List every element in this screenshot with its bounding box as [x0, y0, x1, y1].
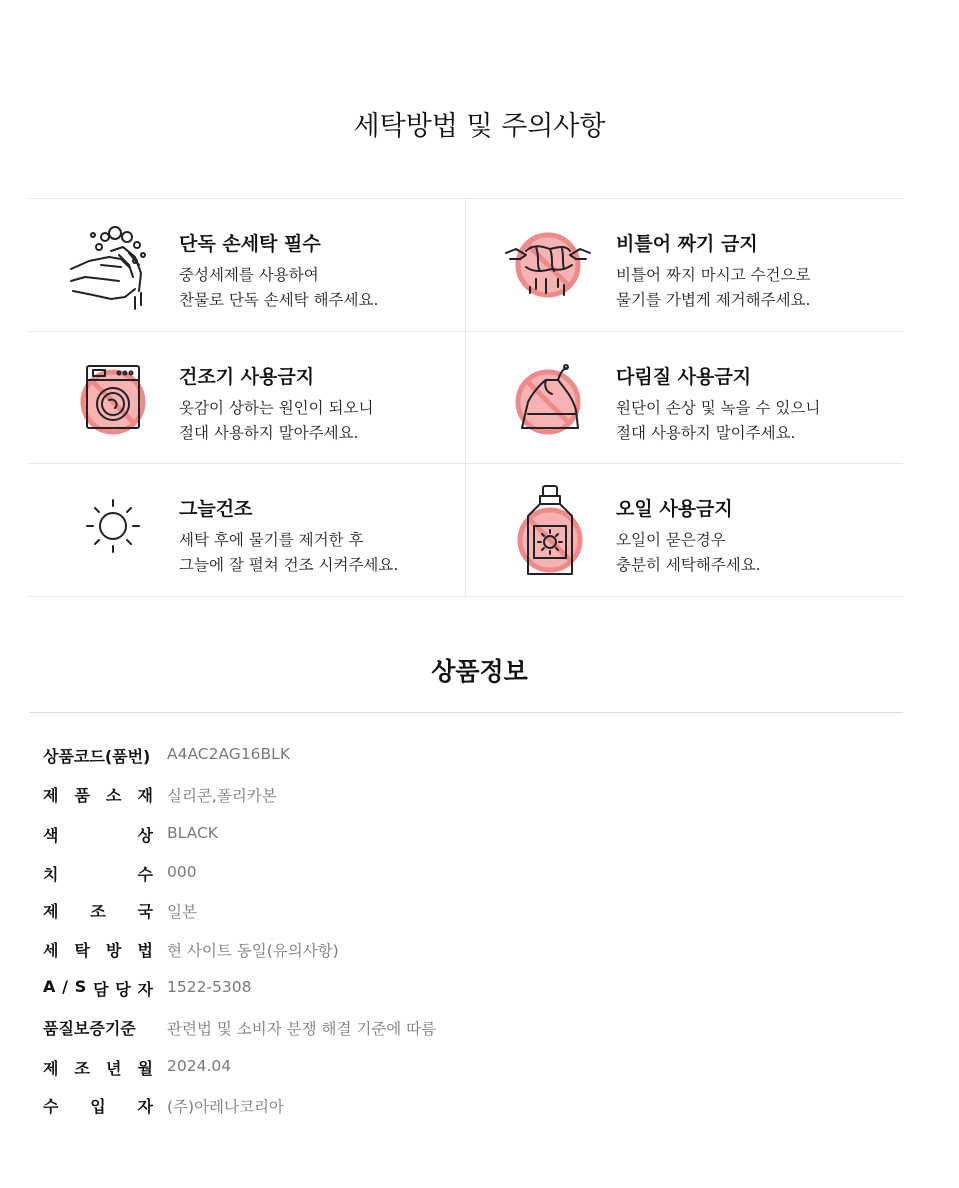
info-value: 2024.04 [167, 1057, 232, 1075]
care-grid [29, 198, 903, 597]
care-item-desc: 찬물로 단독 손세탁 해주세요. [179, 291, 379, 309]
care-item-title: 그늘건조 [179, 498, 253, 520]
info-label: 상품코드(품번) [43, 747, 151, 766]
info-value: 일본 [167, 903, 197, 921]
info-label: 치 수 [43, 865, 153, 884]
info-label: 제 품 소 재 [43, 786, 153, 805]
info-value: 현 사이트 동일(유의사항) [167, 942, 339, 960]
info-label: 수 입 자 [43, 1097, 153, 1116]
divider [29, 712, 903, 713]
care-item-desc: 세탁 후에 물기를 제거한 후 [179, 531, 364, 549]
no-wring-icon [500, 217, 596, 313]
info-value: BLACK [167, 824, 218, 842]
care-item-desc: 절대 사용하지 말이주세요. [616, 424, 796, 442]
care-item-desc: 중성세제를 사용하여 [179, 266, 319, 284]
care-section-title: 세탁방법 및 주의사항 [353, 111, 606, 142]
info-label: 제 조 국 [43, 902, 153, 921]
care-item-shade-dry [29, 464, 465, 596]
no-iron-icon [500, 350, 596, 446]
care-item-no-iron [466, 332, 902, 464]
care-item-title: 건조기 사용금지 [179, 366, 315, 388]
care-item-desc: 비틀어 짜지 마시고 수건으로 [616, 266, 811, 284]
no-oil-icon [500, 482, 596, 578]
info-value: 000 [167, 863, 197, 881]
care-item-desc: 원단이 손상 및 녹을 수 있으니 [616, 399, 821, 417]
care-item-title: 오일 사용금지 [616, 498, 733, 520]
info-value: 1522-5308 [167, 978, 252, 996]
info-section-title: 상품정보 [431, 657, 528, 686]
info-value: A4AC2AG16BLK [167, 745, 290, 763]
info-value: 실리콘,폴리카본 [167, 787, 277, 805]
care-item-title: 단독 손세탁 필수 [179, 233, 321, 255]
care-item-desc: 물기를 가볍게 제거해주세요. [616, 291, 811, 309]
info-label: 세 탁 방 법 [43, 941, 153, 960]
care-item-no-wring [466, 199, 902, 331]
care-item-desc: 오일이 묻은경우 [616, 531, 726, 549]
hand-wash-icon [63, 217, 159, 313]
care-item-desc: 충분히 세탁해주세요. [616, 556, 761, 574]
care-item-desc: 그늘에 잘 펼쳐 건조 시켜주세요. [179, 556, 399, 574]
info-value: (주)아레나코리아 [167, 1098, 284, 1116]
info-label: 색 상 [43, 826, 153, 845]
care-item-title: 비틀어 짜기 금지 [616, 233, 758, 255]
care-item-hand-wash [29, 199, 465, 331]
info-value: 관련법 및 소비자 분쟁 해결 기준에 따름 [167, 1020, 437, 1038]
info-label: 품질보증기준 [43, 1019, 136, 1038]
shade-dry-icon [63, 482, 159, 578]
care-item-desc: 옷감이 상하는 원인이 되오니 [179, 399, 374, 417]
no-dryer-icon [63, 350, 159, 446]
care-item-desc: 절대 사용하지 말아주세요. [179, 424, 359, 442]
info-label: A / S 담 당 자 [43, 977, 153, 999]
care-item-title: 다림질 사용금지 [616, 366, 752, 388]
care-item-no-oil [466, 464, 902, 596]
info-label: 제 조 년 월 [43, 1059, 153, 1078]
care-item-no-dryer [29, 332, 465, 464]
